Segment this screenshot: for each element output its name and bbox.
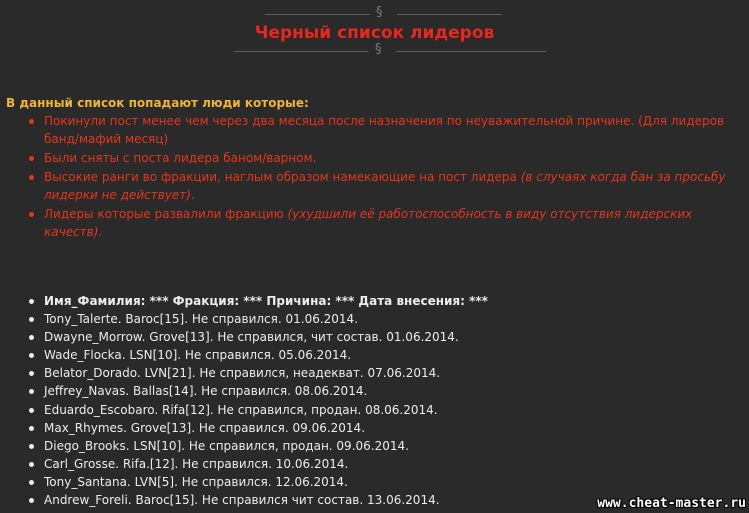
criteria-text: Покинули пост менее чем через два месяца после назначения по неуважительной причине. (Для лидеров банд/мафий месяц) — [44, 114, 725, 146]
criteria-item — [26, 205, 731, 241]
criteria-note: (ухудшили её работоспособность в виду отсутствия лидерских качеств) — [44, 207, 693, 239]
ornament-top-icon: § — [376, 5, 383, 20]
divider-top-right — [397, 14, 502, 15]
criteria-text: Высокие ранги во фракции, наглым образом намекающие на пост лидера — [44, 170, 521, 184]
blacklist — [26, 292, 586, 509]
criteria-item — [26, 112, 731, 148]
page-title: Черный список лидеров — [254, 23, 495, 43]
list-item: Dwayne_Morrow. Grove[13]. Не справился, чит состав. 01.06.2014. — [26, 328, 586, 346]
divider-bottom-left — [234, 51, 368, 52]
divider-top-left — [265, 14, 370, 15]
list-item: Diego_Brooks. LSN[10]. Не справился, продан. 09.06.2014. — [26, 437, 586, 455]
list-item: Tony_Santana. LVN[5]. Не справился. 12.06.2014. — [26, 473, 586, 491]
list-header: Имя_Фамилия: *** Фракция: *** Причина: *** Дата внесения: *** — [26, 292, 586, 310]
list-item: Tony_Talerte. Baroc[15]. Не справился. 01.06.2014. — [26, 310, 586, 328]
criteria-item — [26, 149, 731, 167]
criteria-note: (в случаях когда бан за просьбу лидерки не действует) — [44, 170, 726, 202]
list-item: Jeffrey_Navas. Ballas[14]. Не справился. 08.06.2014. — [26, 382, 586, 400]
ornament-bottom-icon: § — [375, 42, 382, 57]
criteria-list — [26, 112, 731, 241]
list-item: Eduardo_Escobaro. Rifa[12]. Не справился, продан. 08.06.2014. — [26, 401, 586, 419]
divider-bottom-right — [396, 51, 546, 52]
intro-text: В данный список попадают люди которые: — [6, 96, 309, 110]
list-item: Belator_Dorado. LVN[21]. Не справился, неадекват. 07.06.2014. — [26, 364, 586, 382]
list-item: Max_Rhymes. Grove[13]. Не справился. 09.06.2014. — [26, 419, 586, 437]
watermark: www.cheat-master.ru — [597, 496, 746, 511]
criteria-tail: . — [98, 225, 103, 239]
criteria-item — [26, 168, 731, 204]
criteria-text: Были сняты с поста лидера баном/варном. — [44, 151, 317, 165]
criteria-text: Лидеры которые развалили фракцию — [44, 207, 288, 221]
section-header — [0, 0, 749, 60]
list-item: Andrew_Foreli. Baroc[15]. Не справился чит состав. 13.06.2014. — [26, 491, 586, 509]
list-item: Wade_Flocka. LSN[10]. Не справился. 05.06.2014. — [26, 346, 586, 364]
criteria-tail: . — [190, 188, 195, 202]
list-item: Carl_Grosse. Rifa.[12]. Не справился. 10.06.2014. — [26, 455, 586, 473]
